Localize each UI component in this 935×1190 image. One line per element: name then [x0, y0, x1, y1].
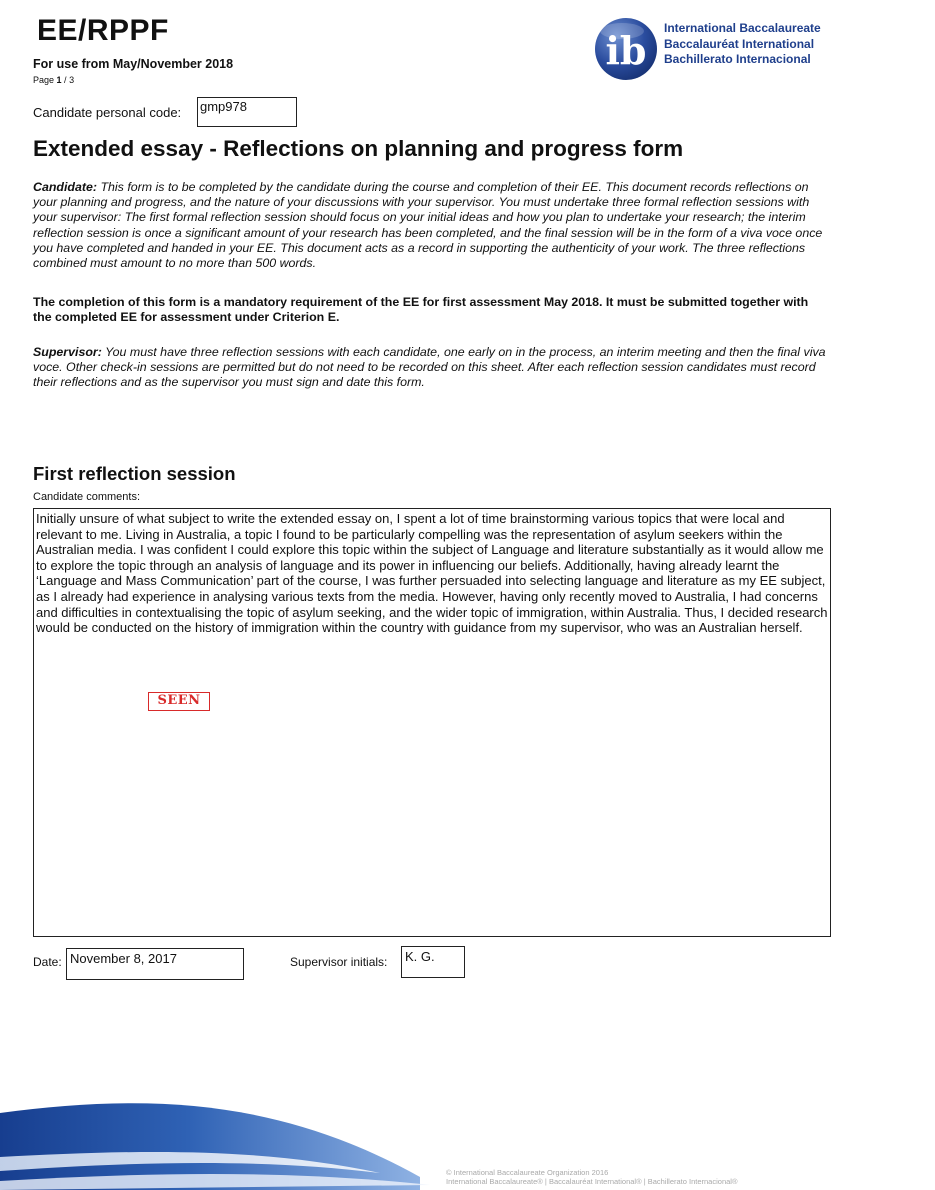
footer-copyright	[446, 1168, 737, 1186]
page-separator: /	[61, 75, 70, 85]
ib-name-spanish: Bachillerato Internacional	[664, 52, 811, 66]
candidate-instructions-text: This form is to be completed by the candidate during the course and completion of their EE. This document records reflections on your planning and progress, and the nature of your discussions with your supervisor. You must undertake three formal reflection sessions with your supervisor: The first formal reflection session should focus on your initial ideas and how you plan to undertake your research; the interim reflection session is once a significant amount of your research has been completed, and the final session will be in the form of a viva voce once you have completed and handed in your EE. This document acts as a record in supporting the authenticity of your work. The three reflections combined must amount to no more than 500 words.	[33, 180, 823, 271]
date-label: Date:	[33, 955, 62, 969]
supervisor-instructions-text: You must have three reflection sessions with each candidate, one early on in the process, an interim meeting and then the final viva voce. Other check-in sessions are permitted but do not need to be recorded on this sheet. After each reflection session candidates must record their reflections and as the supervisor you must sign and date this form.	[33, 345, 826, 390]
page-title: Extended essay - Reflections on planning and progress form	[33, 136, 684, 161]
form-code: EE/RPPF	[37, 14, 169, 47]
ib-organization-names	[664, 21, 821, 68]
trademark-line: International Baccalaureate® | Baccalauréat International® | Bachillerato Internacional®	[446, 1177, 738, 1186]
first-reflection-heading: First reflection session	[33, 463, 236, 484]
supervisor-initials-value: K. G.	[405, 949, 435, 964]
mandatory-notice: The completion of this form is a mandatory requirement of the EE for first assessment May 2018. It must be submitted together with the completed EE for assessment under Criterion E.	[33, 295, 809, 325]
page-number	[33, 75, 74, 85]
supervisor-instructions-heading: Supervisor:	[33, 345, 102, 359]
candidate-comments-label: Candidate comments:	[33, 491, 140, 503]
page-prefix: Page	[33, 75, 57, 85]
ib-name-french: Baccalauréat International	[664, 36, 815, 51]
page-current: 1	[56, 75, 62, 85]
ib-name-english: International Baccalaureate	[664, 21, 821, 35]
usage-period: For use from May/November 2018	[33, 57, 234, 71]
date-value: November 8, 2017	[70, 951, 177, 966]
candidate-code-value: gmp978	[200, 99, 247, 114]
candidate-comments-text: Initially unsure of what subject to write the extended essay on, I spent a lot of time brainstorming various topics that were local and relevant to me. Living in Australia, a topic I found to be particularly compelling was the representation of asylum seekers within the Australian media. I was confident I could explore this topic within the subject of Language and literature substantially as it would allow me to explore the topic through an analysis of language and its power in influencing our beliefs. Additionally, having already learnt the ‘Language and Mass Communication’ part of the course, I was further persuaded into selecting language and literature as my EE subject, as I already had experience in analysing various texts from the media. However, having only recently moved to Australia, I had concerns and difficulties in contextualising the topic of asylum seeking, and the wider topic of immigration, within Australia. Thus, I decided research would be conducted on the history of immigration within the country with guidance from my supervisor, who was an Australian herself.	[36, 511, 828, 636]
supervisor-instructions	[33, 345, 829, 391]
ib-logo-icon	[592, 15, 660, 81]
page-total: 3	[69, 75, 75, 85]
copyright-line: © International Baccalaureate Organization 2016	[446, 1168, 609, 1177]
seen-stamp: SEEN	[148, 692, 210, 711]
candidate-instructions-heading: Candidate:	[33, 180, 98, 194]
ib-logo-letters: ib	[605, 28, 647, 73]
candidate-instructions	[33, 180, 829, 271]
supervisor-initials-label: Supervisor initials:	[290, 955, 388, 969]
candidate-code-label: Candidate personal code:	[33, 105, 182, 120]
